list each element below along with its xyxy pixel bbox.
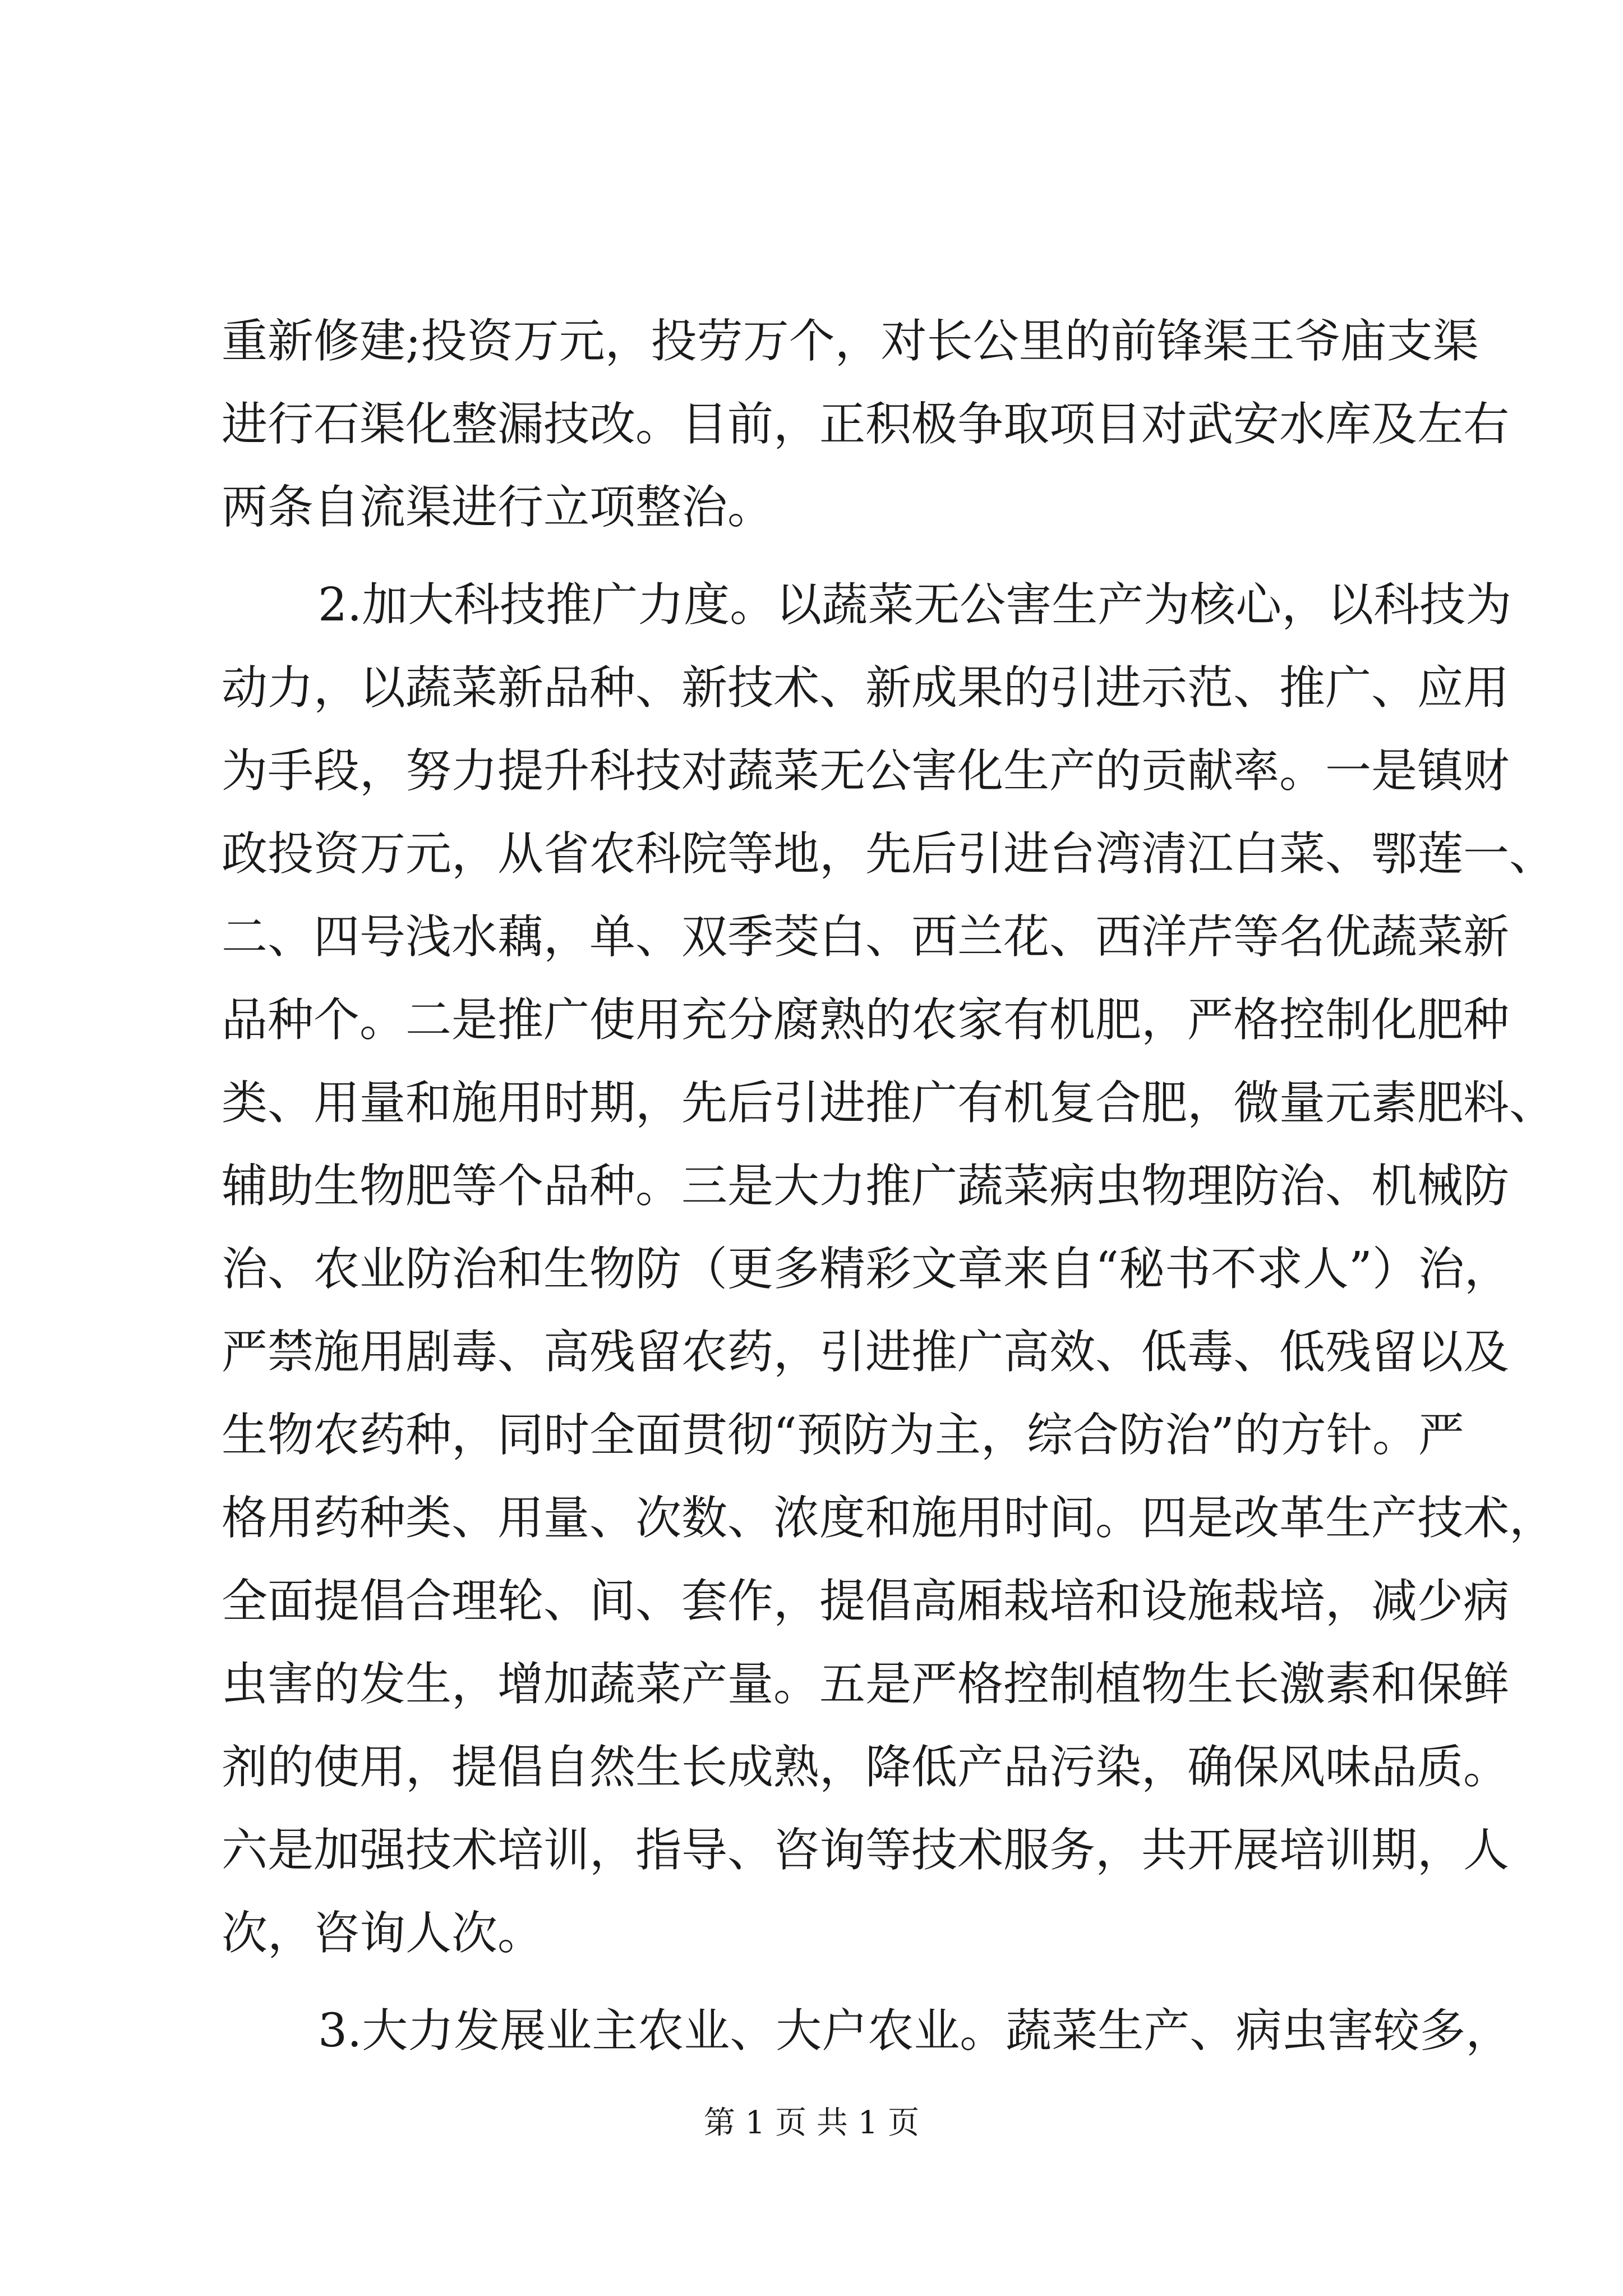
paragraph	[222, 564, 1556, 1975]
text-line: 次，咨询人次。	[222, 1907, 544, 1960]
text-line: 进行石渠化整漏技改。目前，正积极争取项目对武安水库及左右	[222, 398, 1510, 451]
text-line: 严禁施用剧毒、高残留农药，引进推广高效、低毒、低残留以及	[222, 1326, 1510, 1379]
text-line: 剂的使用，提倡自然生长成熟，降低产品污染，确保风味品质。	[222, 1741, 1510, 1794]
text-line: 全面提倡合理轮、间、套作，提倡高厢栽培和设施栽培，减少病	[222, 1575, 1510, 1628]
text-line: 品种个。二是推广使用充分腐熟的农家有机肥，严格控制化肥种	[222, 993, 1510, 1047]
text-line: 重新修建;投资万元，投劳万个，对长公里的前锋渠王爷庙支渠	[222, 315, 1479, 368]
text-line: 动力，以蔬菜新品种、新技术、新成果的引进示范、推广、应用	[222, 661, 1510, 715]
page-footer	[0, 2101, 1623, 2146]
text-line: 类、用量和施用时期，先后引进推广有机复合肥，微量元素肥料、	[222, 1076, 1556, 1130]
text-line: 两条自流渠进行立项整治。	[222, 481, 774, 534]
paragraph	[222, 300, 1510, 549]
text-line: 虫害的发生，增加蔬菜产量。五是严格控制植物生长激素和保鲜	[222, 1658, 1510, 1711]
text-line: 为手段，努力提升科技对蔬菜无公害化生产的贡献率。一是镇财	[222, 744, 1510, 798]
text-line: 辅助生物肥等个品种。三是大力推广蔬菜病虫物理防治、机械防	[222, 1159, 1510, 1213]
text-line: 生物农药种，同时全面贯彻“预防为主，综合防治”的方针。严	[222, 1409, 1464, 1462]
text-line: 3.大力发展业主农业、大户农业。蔬菜生产、病虫害较多，	[318, 2004, 1512, 2058]
text-line: 六是加强技术培训，指导、咨询等技术服务，共开展培训期，人	[222, 1824, 1510, 1877]
page-number: 第 1 页 共 1 页	[703, 2105, 920, 2141]
paragraph	[222, 1990, 1512, 2073]
text-line: 格用药种类、用量、次数、浓度和施用时间。四是改革生产技术，	[222, 1492, 1556, 1545]
text-line: 治、农业防治和生物防（更多精彩文章来自“秘书不求人”）治，	[222, 1243, 1510, 1296]
text-line: 二、四号浅水藕，单、双季茭白、西兰花、西洋芹等名优蔬菜新	[222, 910, 1510, 964]
text-line: 2.加大科技推广力度。以蔬菜无公害生产为核心，以科技为	[318, 578, 1512, 632]
document-body	[222, 300, 1556, 2073]
text-line: 政投资万元，从省农科院等地，先后引进台湾清江白菜、鄂莲一、	[222, 827, 1556, 881]
